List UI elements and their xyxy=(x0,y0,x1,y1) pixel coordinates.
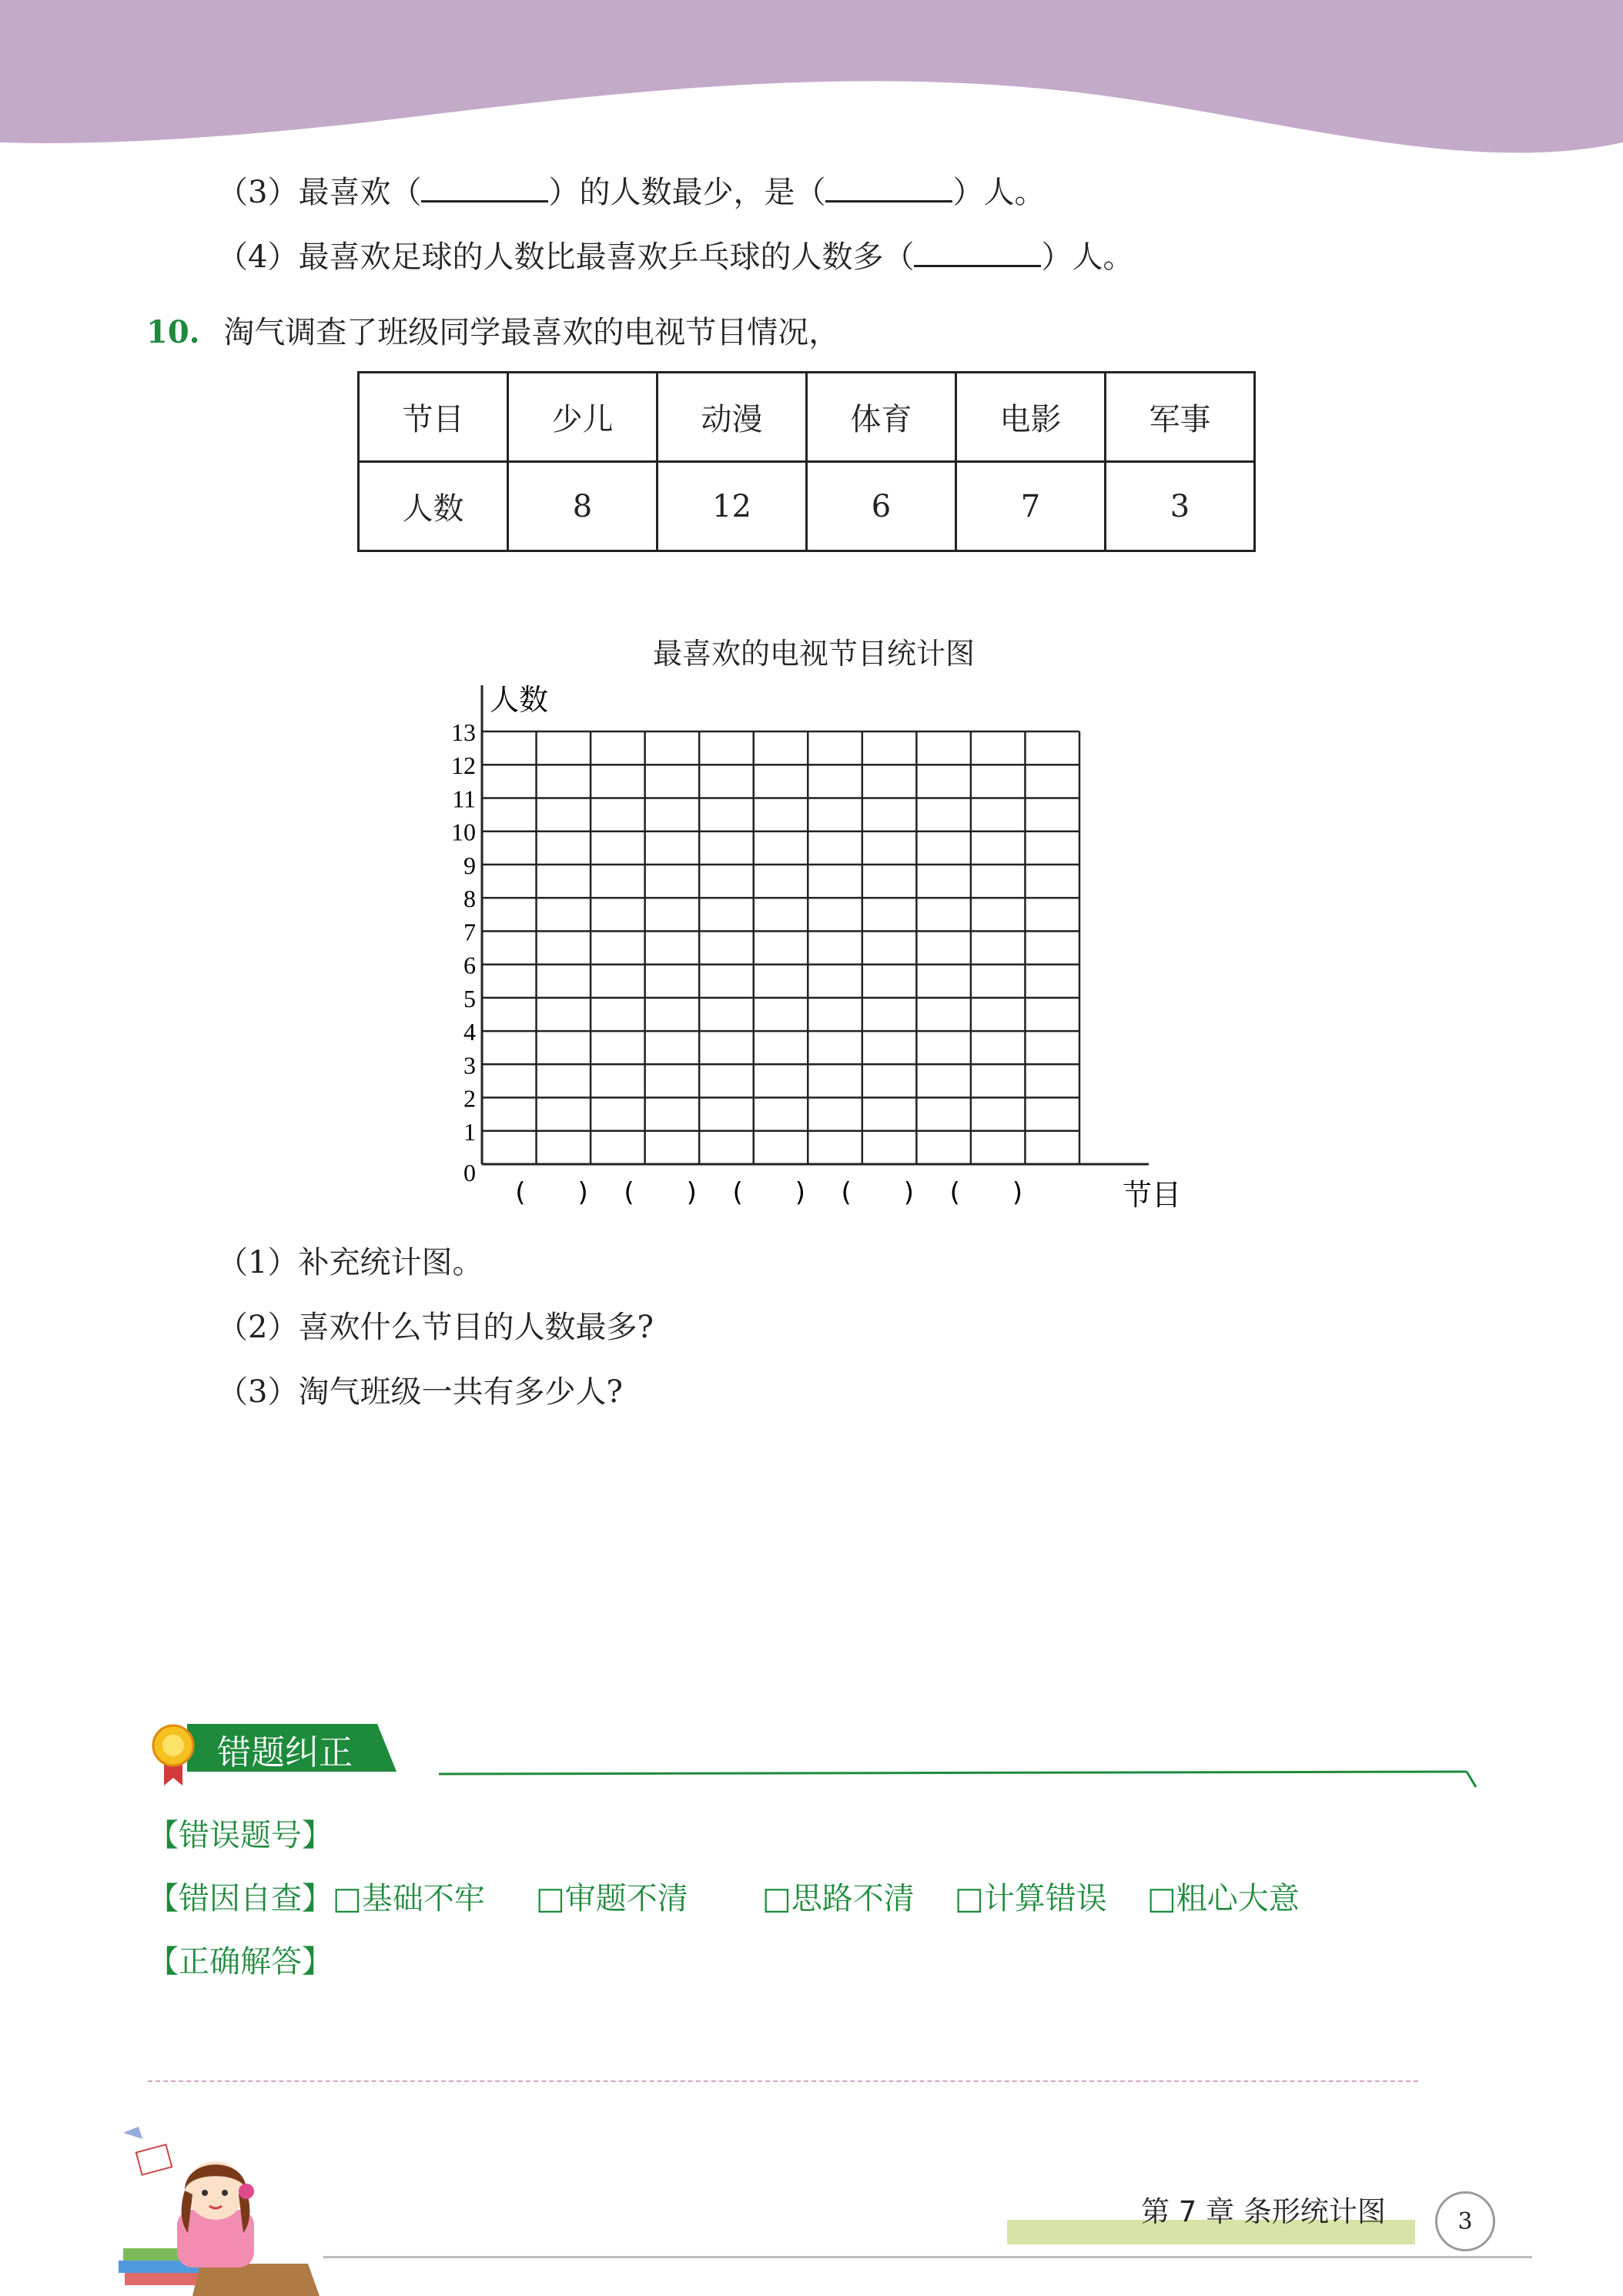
y-tick-label: 0 xyxy=(463,1159,476,1186)
sub-question-1: （1）补充统计图。 xyxy=(217,1245,484,1280)
page-number: 3 xyxy=(1457,2207,1473,2235)
table-cell: 军事 xyxy=(1106,373,1255,462)
table-cell: 节目 xyxy=(359,373,508,462)
question-10-number: 10. xyxy=(146,314,200,350)
chart-grid xyxy=(482,731,1079,1164)
y-tick-label: 5 xyxy=(463,984,476,1012)
bar-chart[interactable] xyxy=(431,670,1201,1224)
dashed-divider xyxy=(148,2080,1418,2082)
table-cell: 体育 xyxy=(807,373,956,462)
y-tick-label: 4 xyxy=(463,1018,476,1046)
sub-question-3: （3）淘气班级一共有多少人? xyxy=(217,1374,623,1410)
y-tick-label: 8 xyxy=(463,885,476,913)
question-3-line xyxy=(217,168,1045,212)
footer-line xyxy=(323,2256,1532,2258)
table-header-row xyxy=(359,373,1255,462)
y-tick-label: 12 xyxy=(451,751,476,780)
correct-answer-label: 【正确解答】 xyxy=(148,1944,333,1980)
table-row xyxy=(359,462,1255,551)
y-tick-label: 9 xyxy=(463,851,476,879)
page-number-circle xyxy=(1435,2191,1495,2251)
y-tick-label: 11 xyxy=(452,785,476,813)
x-category-blank[interactable]: ( ) xyxy=(841,1177,915,1208)
q4-post: ）人。 xyxy=(1041,239,1134,275)
question-10 xyxy=(146,308,839,352)
y-tick-label: 7 xyxy=(463,918,476,946)
table-cell: 6 xyxy=(807,462,956,551)
y-tick-label: 6 xyxy=(463,951,476,979)
table-cell: 少儿 xyxy=(508,373,658,462)
table-cell: 7 xyxy=(956,462,1106,551)
table-cell: 人数 xyxy=(359,462,508,551)
table-cell: 电影 xyxy=(956,373,1106,462)
medal-icon xyxy=(153,1725,193,1786)
y-axis-ticks xyxy=(451,718,476,1186)
cause-checkbox[interactable]: □粗心大意 xyxy=(1147,1881,1300,1916)
tv-program-table xyxy=(357,371,1256,552)
x-category-blank[interactable]: ( ) xyxy=(732,1177,805,1208)
sub-question-2: （2）喜欢什么节目的人数最多? xyxy=(217,1310,654,1345)
table-cell: 8 xyxy=(508,462,658,551)
x-axis-categories xyxy=(515,1177,1022,1208)
x-category-blank[interactable]: ( ) xyxy=(624,1177,697,1208)
x-category-blank[interactable]: ( ) xyxy=(949,1177,1023,1208)
error-cause-row xyxy=(148,1874,485,1918)
y-tick-label: 10 xyxy=(451,818,476,846)
x-category-blank[interactable]: ( ) xyxy=(515,1177,588,1208)
q3-blank-2[interactable] xyxy=(825,177,952,202)
wrong-question-number: 【错误题号】 xyxy=(148,1818,333,1853)
q3-mid: ）的人数最少，是（ xyxy=(548,175,826,210)
q3-pre: （3）最喜欢（ xyxy=(217,175,422,210)
y-tick-label: 2 xyxy=(463,1084,476,1113)
chapter-title: 第 7 章 条形统计图 xyxy=(1141,2195,1386,2228)
q3-post: ）人。 xyxy=(952,175,1046,210)
chart-title: 最喜欢的电视节目统计图 xyxy=(653,637,975,671)
y-tick-label: 3 xyxy=(463,1051,476,1079)
y-axis-label: 人数 xyxy=(490,683,549,717)
girl-reading-illustration xyxy=(108,2117,323,2296)
table-cell: 3 xyxy=(1106,462,1255,551)
question-4-line xyxy=(217,233,1133,276)
table-cell: 动漫 xyxy=(658,373,807,462)
question-10-text: 淘气调查了班级同学最喜欢的电视节目情况， xyxy=(223,315,840,350)
y-tick-label: 13 xyxy=(451,718,476,746)
q3-blank-1[interactable] xyxy=(421,177,548,202)
correction-banner-label: 错题纠正 xyxy=(217,1733,353,1772)
cause-checkbox[interactable]: □基础不牢 xyxy=(333,1881,485,1916)
q4-pre: （4）最喜欢足球的人数比最喜欢乒乓球的人数多（ xyxy=(217,239,915,275)
error-cause-label: 【错因自查】 xyxy=(148,1881,333,1916)
top-wave-band xyxy=(0,0,1623,169)
y-tick-label: 1 xyxy=(463,1117,476,1146)
cause-checkbox[interactable]: □审题不清 xyxy=(536,1881,688,1916)
cause-checkbox[interactable]: □计算错误 xyxy=(955,1881,1107,1916)
x-axis-label: 节目 xyxy=(1123,1178,1182,1212)
table-cell: 12 xyxy=(658,462,807,551)
q4-blank[interactable] xyxy=(914,242,1041,267)
cause-checkbox[interactable]: □思路不清 xyxy=(762,1881,915,1916)
